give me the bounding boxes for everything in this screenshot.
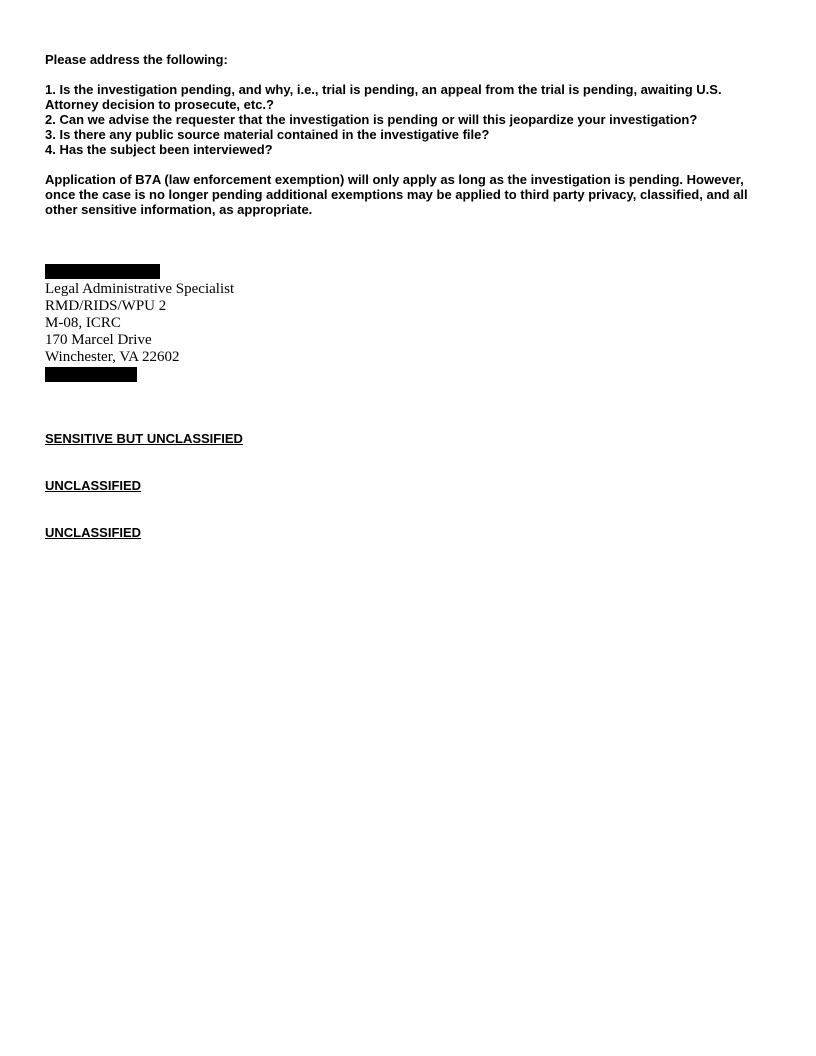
classification-marking-unclassified-footer: UNCLASSIFIED (45, 525, 142, 540)
signature-unit: RMD/RIDS/WPU 2 (45, 298, 167, 314)
redacted-name-box (45, 264, 160, 279)
question-item: 1. Is the investigation pending, and why, i.e., trial is pending, an appeal from the trial is pending, awaiting U.S. Attorney decision to prosecute, etc.? (45, 82, 722, 112)
question-item: 2. Can we advise the requester that the investigation is pending or will this jeopardize your investigation? (45, 112, 698, 127)
question-item: 4. Has the subject been interviewed? (45, 142, 273, 157)
memo-body (45, 52, 775, 217)
classification-marking-sbu: SENSITIVE BUT UNCLASSIFIED (45, 431, 243, 446)
exemption-paragraph: Application of B7A (law enforcement exemption) will only apply as long as the investigation is pending. However, once the case is no longer pending additional exemptions may be applied to third party privacy, classified, and all other sensitive information, as appropriate. (45, 172, 748, 217)
signature-block (45, 264, 234, 382)
intro-line: Please address the following: (45, 52, 228, 67)
question-list (45, 82, 775, 157)
question-item: 3. Is there any public source material contained in the investigative file? (45, 127, 490, 142)
signature-title: Legal Administrative Specialist (45, 281, 235, 297)
signature-city: Winchester, VA 22602 (45, 349, 180, 365)
signature-street: 170 Marcel Drive (45, 332, 152, 348)
classification-marking-unclassified: UNCLASSIFIED (45, 478, 142, 493)
signature-room: M-08, ICRC (45, 315, 121, 331)
redacted-phone-box (45, 367, 137, 382)
